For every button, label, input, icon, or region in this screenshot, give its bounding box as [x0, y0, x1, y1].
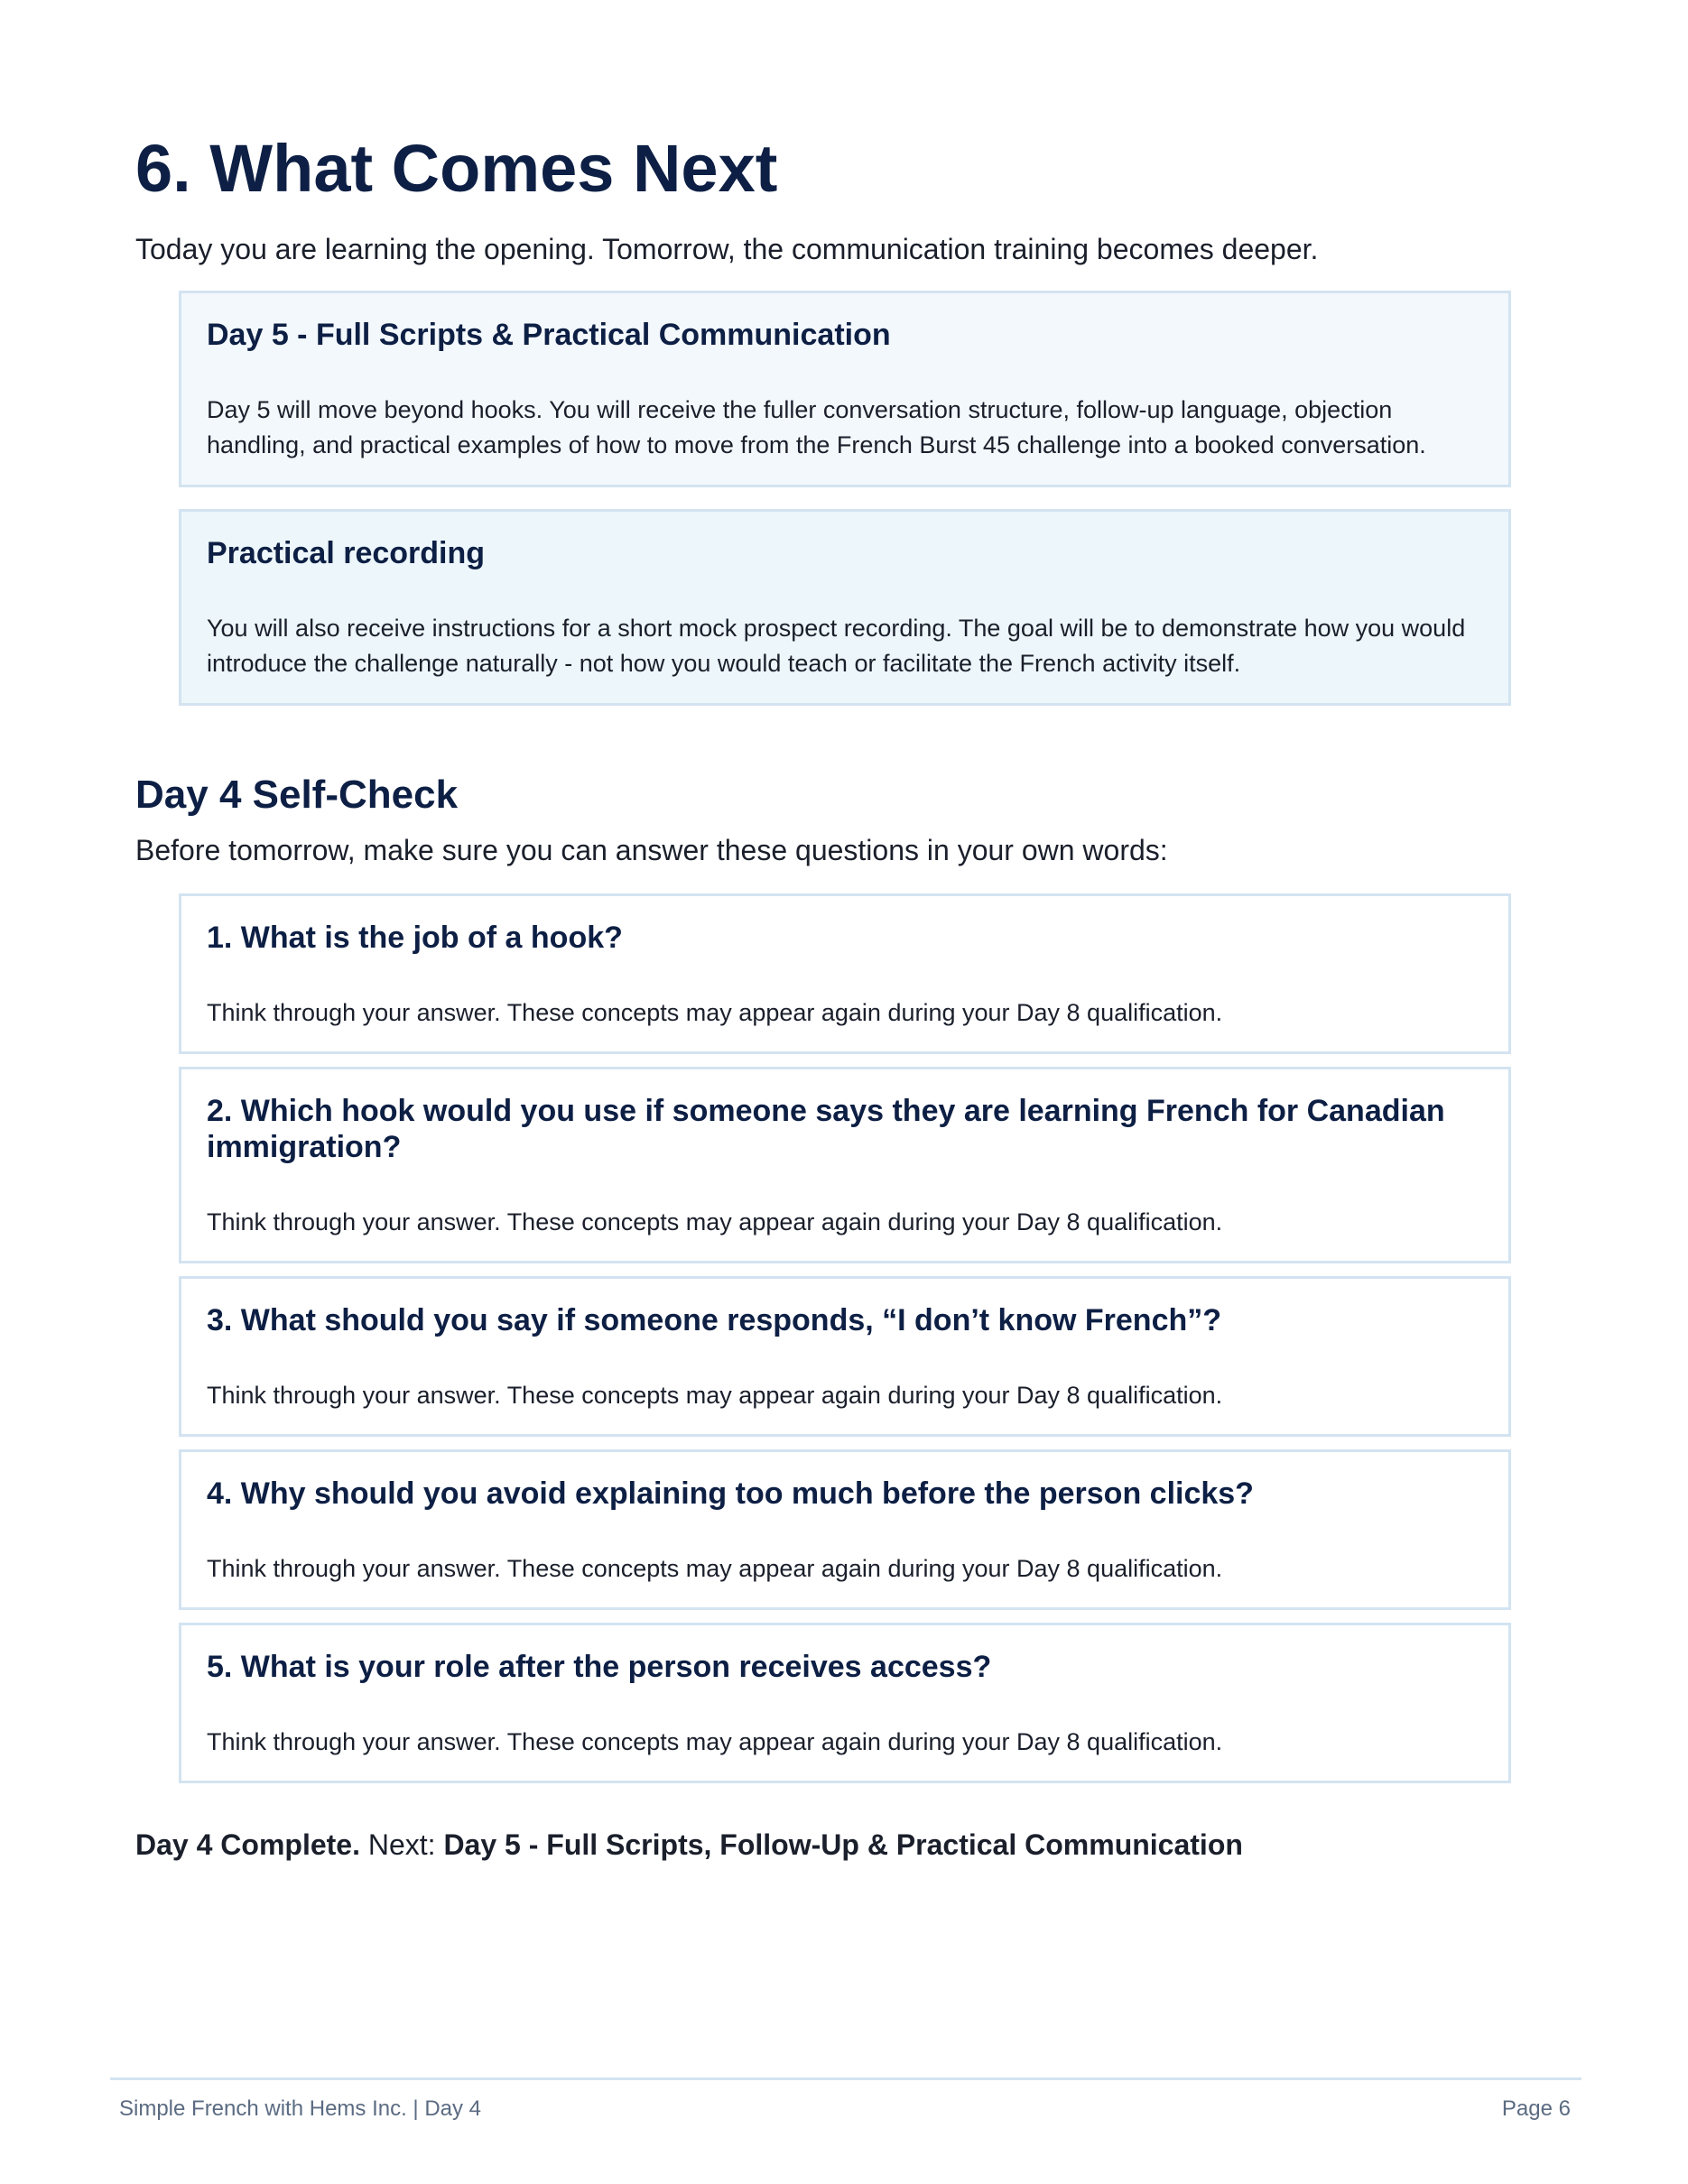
self-check-question-card — [179, 1449, 1511, 1610]
question-text: 2. Which hook would you use if someone says they are learning French for Canadian immigration? — [207, 1094, 1445, 1164]
question-text: 1. What is the job of a hook? — [207, 921, 623, 955]
question-text: 5. What is your role after the person receives access? — [207, 1650, 992, 1684]
next-card-title: Day 5 - Full Scripts & Practical Communication — [207, 318, 891, 352]
footer-page-number: Page 6 — [1501, 2096, 1571, 2121]
section-intro: Today you are learning the opening. Tomorrow, the communication training becomes deeper. — [135, 233, 1319, 265]
self-check-intro: Before tomorrow, make sure you can answer these questions in your own words: — [135, 834, 1168, 866]
self-check-question-card — [179, 1276, 1511, 1437]
question-text: 4. Why should you avoid explaining too much before the person clicks? — [207, 1476, 1254, 1511]
question-hint: Think through your answer. These concepts may appear again during your Day 8 qualification. — [207, 1208, 1223, 1235]
footer-doc-label: Simple French with Hems Inc. | Day 4 — [119, 2096, 482, 2121]
completion-line — [135, 1827, 1243, 1863]
completion-status: Day 4 Complete. — [135, 1828, 360, 1861]
question-hint: Think through your answer. These concepts may appear again during your Day 8 qualification. — [207, 999, 1223, 1026]
next-card-body: You will also receive instructions for a short mock prospect recording. The goal will be to demonstrate how you would introduce the challenge naturally - not how you would teach or facilitate the French activity itself. — [207, 615, 1466, 677]
next-card-body: Day 5 will move beyond hooks. You will receive the fuller conversation structure, follow-up language, objection handling, and practical examples of how to move from the French Burst 45 challenge into a booked conversation. — [207, 396, 1426, 458]
self-check-heading: Day 4 Self-Check — [135, 773, 459, 817]
question-text: 3. What should you say if someone responds, “I don’t know French”? — [207, 1303, 1222, 1337]
next-card-day5 — [179, 291, 1511, 487]
footer-divider — [110, 2078, 1581, 2080]
section-title: 6. What Comes Next — [135, 131, 778, 206]
self-check-question-card — [179, 1623, 1511, 1783]
next-card-recording — [179, 509, 1511, 706]
question-hint: Think through your answer. These concepts may appear again during your Day 8 qualification. — [207, 1555, 1223, 1582]
self-check-question-card — [179, 893, 1511, 1054]
self-check-question-card — [179, 1067, 1511, 1263]
question-hint: Think through your answer. These concepts may appear again during your Day 8 qualification. — [207, 1382, 1223, 1409]
question-hint: Think through your answer. These concepts may appear again during your Day 8 qualification. — [207, 1728, 1223, 1755]
completion-next-title: Day 5 - Full Scripts, Follow-Up & Practical Communication — [443, 1828, 1243, 1861]
completion-next-label: Next: — [367, 1828, 436, 1861]
next-card-title: Practical recording — [207, 536, 486, 570]
